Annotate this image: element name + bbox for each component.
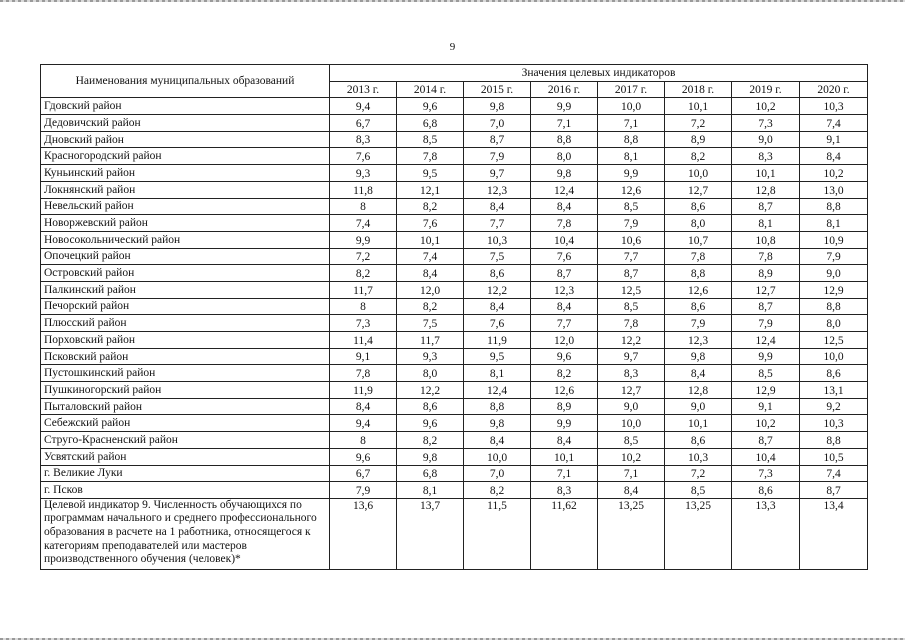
- municipality-name-cell: Гдовский район: [41, 98, 330, 115]
- indicator-value-cell: 7,8: [397, 148, 464, 165]
- indicator-value-cell: 10,1: [665, 98, 732, 115]
- indicator-value-cell: 7,1: [531, 465, 598, 482]
- indicator-value-cell: 12,7: [598, 382, 665, 399]
- municipality-name-cell: Опочецкий район: [41, 248, 330, 265]
- municipality-name-cell: Островский район: [41, 265, 330, 282]
- indicator-value-cell: 13,3: [732, 498, 800, 569]
- municipality-name-cell: Локнянский район: [41, 181, 330, 198]
- indicator-value-cell: 8,5: [397, 131, 464, 148]
- indicator-value-cell: 9,9: [732, 348, 800, 365]
- table-row: [41, 348, 868, 365]
- indicator-value-cell: 13,0: [800, 181, 868, 198]
- indicator-value-cell: 8,7: [800, 482, 868, 499]
- indicator-value-cell: 7,2: [330, 248, 397, 265]
- indicator-value-cell: 12,9: [800, 281, 868, 298]
- indicator-value-cell: 12,9: [732, 382, 800, 399]
- table-row: [41, 448, 868, 465]
- indicator-value-cell: 8,2: [330, 265, 397, 282]
- indicator-value-cell: 7,0: [464, 465, 531, 482]
- indicator-value-cell: 7,4: [397, 248, 464, 265]
- indicator-value-cell: 10,1: [732, 165, 800, 182]
- indicator-value-cell: 7,3: [732, 115, 800, 132]
- indicator-value-cell: 10,8: [732, 231, 800, 248]
- indicator-value-cell: 8,5: [598, 298, 665, 315]
- indicator-value-cell: 8,9: [531, 398, 598, 415]
- indicator-value-cell: 12,6: [665, 281, 732, 298]
- indicator-value-cell: 12,2: [598, 332, 665, 349]
- indicator-value-cell: 10,0: [665, 165, 732, 182]
- indicator-value-cell: 9,8: [665, 348, 732, 365]
- indicator-value-cell: 10,0: [464, 448, 531, 465]
- indicator-value-cell: 10,3: [800, 415, 868, 432]
- indicator-value-cell: 8,2: [464, 482, 531, 499]
- indicator-value-cell: 9,9: [531, 415, 598, 432]
- table-row: [41, 248, 868, 265]
- table-row: [41, 498, 868, 569]
- municipality-name-cell: Пушкиногорский район: [41, 382, 330, 399]
- indicator-value-cell: 10,1: [531, 448, 598, 465]
- indicator-value-cell: 13,25: [665, 498, 732, 569]
- indicator-value-cell: 12,2: [397, 382, 464, 399]
- indicator-value-cell: 8,8: [800, 432, 868, 449]
- indicator-value-cell: 13,4: [800, 498, 868, 569]
- indicator-value-cell: 11,5: [464, 498, 531, 569]
- indicator-value-cell: 9,1: [800, 131, 868, 148]
- indicator-value-cell: 11,8: [330, 181, 397, 198]
- indicator-value-cell: 9,7: [598, 348, 665, 365]
- indicator-value-cell: 12,7: [732, 281, 800, 298]
- indicator-value-cell: 8,3: [531, 482, 598, 499]
- indicator-value-cell: 9,9: [531, 98, 598, 115]
- indicator-value-cell: 8,6: [732, 482, 800, 499]
- indicator-value-cell: 9,3: [397, 348, 464, 365]
- indicator-value-cell: 8,8: [598, 131, 665, 148]
- indicator-value-cell: 12,3: [464, 181, 531, 198]
- municipality-name-cell: Красногородский район: [41, 148, 330, 165]
- indicator-value-cell: 12,3: [665, 332, 732, 349]
- indicator-value-cell: 9,7: [464, 165, 531, 182]
- indicator-value-cell: 12,4: [464, 382, 531, 399]
- indicator-value-cell: 7,1: [598, 115, 665, 132]
- table-row: [41, 482, 868, 499]
- indicator-value-cell: 12,8: [732, 181, 800, 198]
- indicator-value-cell: 8,4: [531, 198, 598, 215]
- indicator-value-cell: 8,6: [800, 365, 868, 382]
- indicator-value-cell: 8,5: [598, 198, 665, 215]
- indicator-value-cell: 10,2: [800, 165, 868, 182]
- table-row: [41, 298, 868, 315]
- indicator-value-cell: 8,2: [531, 365, 598, 382]
- indicator-value-cell: 13,1: [800, 382, 868, 399]
- indicator-value-cell: 9,6: [397, 98, 464, 115]
- indicator-value-cell: 9,0: [732, 131, 800, 148]
- indicator-value-cell: 8,4: [531, 298, 598, 315]
- municipality-name-cell: г. Великие Луки: [41, 465, 330, 482]
- indicator-value-cell: 7,9: [800, 248, 868, 265]
- table-row: [41, 165, 868, 182]
- indicator-value-cell: 9,9: [330, 231, 397, 248]
- indicator-value-cell: 8,3: [330, 131, 397, 148]
- indicator-value-cell: 6,7: [330, 465, 397, 482]
- indicator-value-cell: 12,4: [732, 332, 800, 349]
- indicator-value-cell: 8,2: [397, 298, 464, 315]
- year-header: 2015 г.: [464, 81, 531, 98]
- indicator-value-cell: 9,8: [464, 415, 531, 432]
- table-row: [41, 465, 868, 482]
- municipality-name-cell: Усвятский район: [41, 448, 330, 465]
- indicator-value-cell: 9,4: [330, 98, 397, 115]
- indicator-value-cell: 10,3: [800, 98, 868, 115]
- indicator-value-cell: 12,8: [665, 382, 732, 399]
- indicator-value-cell: 10,4: [732, 448, 800, 465]
- municipality-name-cell: Невельский район: [41, 198, 330, 215]
- indicator-value-cell: 9,5: [397, 165, 464, 182]
- indicator-value-cell: 12,0: [397, 281, 464, 298]
- indicator-value-cell: 7,6: [531, 248, 598, 265]
- indicator-value-cell: 8,1: [397, 482, 464, 499]
- year-header: 2020 г.: [800, 81, 868, 98]
- table-row: [41, 281, 868, 298]
- year-header: 2016 г.: [531, 81, 598, 98]
- page-top-edge: [0, 0, 905, 2]
- indicator-value-cell: 12,2: [464, 281, 531, 298]
- indicator-value-cell: 8,6: [665, 198, 732, 215]
- indicator-value-cell: 8,0: [665, 215, 732, 232]
- indicator-value-cell: 13,6: [330, 498, 397, 569]
- indicator-value-cell: 13,25: [598, 498, 665, 569]
- indicator-value-cell: 8,3: [732, 148, 800, 165]
- indicator-value-cell: 12,4: [531, 181, 598, 198]
- table-row: [41, 382, 868, 399]
- indicator-value-cell: 8,1: [464, 365, 531, 382]
- indicator-value-cell: 7,8: [732, 248, 800, 265]
- indicator-value-cell: 7,2: [665, 465, 732, 482]
- indicator-value-cell: 9,8: [397, 448, 464, 465]
- indicator-value-cell: 9,6: [531, 348, 598, 365]
- indicator-value-cell: 9,0: [598, 398, 665, 415]
- year-header: 2018 г.: [665, 81, 732, 98]
- indicator-value-cell: 8,2: [397, 198, 464, 215]
- indicator-value-cell: 10,3: [464, 231, 531, 248]
- municipality-name-cell: Пыталовский район: [41, 398, 330, 415]
- indicator-value-cell: 10,5: [800, 448, 868, 465]
- indicator-value-cell: 7,7: [598, 248, 665, 265]
- indicator-value-cell: 10,2: [598, 448, 665, 465]
- indicator-values-header: Значения целевых индикаторов: [330, 65, 868, 82]
- table-row: [41, 148, 868, 165]
- indicator-value-cell: 7,6: [397, 215, 464, 232]
- municipality-name-cell: Печорский район: [41, 298, 330, 315]
- indicator-value-cell: 7,8: [330, 365, 397, 382]
- page-number: 9: [449, 41, 456, 53]
- table-row: [41, 181, 868, 198]
- indicator-value-cell: 8,4: [598, 482, 665, 499]
- indicator-value-cell: 7,4: [330, 215, 397, 232]
- table-row: [41, 198, 868, 215]
- indicator-value-cell: 12,5: [800, 332, 868, 349]
- municipality-name-cell: Пустошкинский район: [41, 365, 330, 382]
- indicator-value-cell: 8,6: [665, 298, 732, 315]
- table-row: [41, 98, 868, 115]
- indicator-value-cell: 8: [330, 198, 397, 215]
- indicator-value-cell: 10,6: [598, 231, 665, 248]
- indicator-value-cell: 8,7: [732, 198, 800, 215]
- indicator-value-cell: 7,1: [598, 465, 665, 482]
- indicator-value-cell: 8,4: [464, 298, 531, 315]
- municipality-column-header: Наименования муниципальных образований: [41, 65, 330, 98]
- indicator-value-cell: 8,5: [665, 482, 732, 499]
- indicator-value-cell: 8,4: [665, 365, 732, 382]
- municipality-name-cell: Целевой индикатор 9. Численность обучающихся по программам начального и среднего профессионального образования в расчете на 1 работника, относящегося к категориям преподавателей или мастеров производственного обучения (человек)*: [41, 498, 330, 569]
- indicator-value-cell: 10,7: [665, 231, 732, 248]
- indicator-value-cell: 8,8: [800, 298, 868, 315]
- indicator-value-cell: 9,9: [598, 165, 665, 182]
- indicator-value-cell: 7,6: [330, 148, 397, 165]
- indicator-value-cell: 7,9: [330, 482, 397, 499]
- indicator-value-cell: 8,1: [598, 148, 665, 165]
- indicator-value-cell: 8,8: [665, 265, 732, 282]
- indicator-value-cell: 7,9: [598, 215, 665, 232]
- table-row: [41, 398, 868, 415]
- indicator-value-cell: 7,0: [464, 115, 531, 132]
- indicator-value-cell: 10,0: [800, 348, 868, 365]
- indicator-value-cell: 7,3: [330, 315, 397, 332]
- indicator-value-cell: 12,5: [598, 281, 665, 298]
- year-header: 2019 г.: [732, 81, 800, 98]
- municipality-name-cell: Дновский район: [41, 131, 330, 148]
- indicator-value-cell: 8,7: [732, 298, 800, 315]
- indicator-value-cell: 8,5: [598, 432, 665, 449]
- indicator-value-cell: 10,1: [665, 415, 732, 432]
- indicator-value-cell: 10,2: [732, 98, 800, 115]
- indicator-table: [40, 64, 868, 570]
- indicator-value-cell: 8: [330, 298, 397, 315]
- indicator-value-cell: 8,2: [397, 432, 464, 449]
- indicator-value-cell: 7,3: [732, 465, 800, 482]
- indicator-value-cell: 8,7: [531, 265, 598, 282]
- indicator-value-cell: 11,4: [330, 332, 397, 349]
- indicator-value-cell: 7,8: [598, 315, 665, 332]
- table-row: [41, 332, 868, 349]
- indicator-value-cell: 7,8: [665, 248, 732, 265]
- indicator-value-cell: 8,4: [531, 432, 598, 449]
- indicator-value-cell: 8,8: [464, 398, 531, 415]
- indicator-value-cell: 11,7: [330, 281, 397, 298]
- table-body: [41, 98, 868, 569]
- indicator-value-cell: 9,3: [330, 165, 397, 182]
- indicator-value-cell: 10,4: [531, 231, 598, 248]
- indicator-value-cell: 8,6: [397, 398, 464, 415]
- indicator-value-cell: 11,9: [464, 332, 531, 349]
- table-row: [41, 315, 868, 332]
- table-row: [41, 131, 868, 148]
- indicator-value-cell: 7,8: [531, 215, 598, 232]
- indicator-value-cell: 8,0: [531, 148, 598, 165]
- indicator-value-cell: 11,62: [531, 498, 598, 569]
- indicator-value-cell: 9,8: [531, 165, 598, 182]
- municipality-name-cell: г. Псков: [41, 482, 330, 499]
- indicator-value-cell: 7,1: [531, 115, 598, 132]
- indicator-value-cell: 8,2: [665, 148, 732, 165]
- table-row: [41, 415, 868, 432]
- indicator-value-cell: 8,4: [464, 198, 531, 215]
- indicator-value-cell: 12,6: [531, 382, 598, 399]
- indicator-value-cell: 8,4: [800, 148, 868, 165]
- table-row: [41, 432, 868, 449]
- year-header: 2014 г.: [397, 81, 464, 98]
- indicator-value-cell: 8,7: [598, 265, 665, 282]
- municipality-name-cell: Струго-Красненский район: [41, 432, 330, 449]
- indicator-value-cell: 8,8: [800, 198, 868, 215]
- municipality-name-cell: Куньинский район: [41, 165, 330, 182]
- indicator-value-cell: 8,9: [665, 131, 732, 148]
- indicator-value-cell: 10,1: [397, 231, 464, 248]
- indicator-value-cell: 11,9: [330, 382, 397, 399]
- indicator-value-cell: 9,5: [464, 348, 531, 365]
- indicator-value-cell: 8,1: [800, 215, 868, 232]
- indicator-value-cell: 7,2: [665, 115, 732, 132]
- indicator-value-cell: 8,5: [732, 365, 800, 382]
- indicator-value-cell: 10,0: [598, 415, 665, 432]
- indicator-value-cell: 7,9: [665, 315, 732, 332]
- table-row: [41, 115, 868, 132]
- indicator-value-cell: 7,5: [464, 248, 531, 265]
- indicator-value-cell: 7,7: [531, 315, 598, 332]
- year-header: 2013 г.: [330, 81, 397, 98]
- indicator-value-cell: 10,9: [800, 231, 868, 248]
- indicator-value-cell: 9,2: [800, 398, 868, 415]
- indicator-value-cell: 9,4: [330, 415, 397, 432]
- indicator-value-cell: 8,0: [397, 365, 464, 382]
- indicator-value-cell: 9,0: [800, 265, 868, 282]
- indicator-value-cell: 7,9: [732, 315, 800, 332]
- indicator-value-cell: 9,1: [732, 398, 800, 415]
- table-row: [41, 265, 868, 282]
- indicator-value-cell: 8,8: [531, 131, 598, 148]
- table-row: [41, 365, 868, 382]
- indicator-value-cell: 8,7: [464, 131, 531, 148]
- municipality-name-cell: Дедовичский район: [41, 115, 330, 132]
- indicator-value-cell: 8,4: [330, 398, 397, 415]
- indicator-value-cell: 6,8: [397, 115, 464, 132]
- municipality-name-cell: Новоржевский район: [41, 215, 330, 232]
- indicator-value-cell: 11,7: [397, 332, 464, 349]
- indicator-value-cell: 7,7: [464, 215, 531, 232]
- year-header: 2017 г.: [598, 81, 665, 98]
- indicator-value-cell: 12,7: [665, 181, 732, 198]
- indicator-value-cell: 8,7: [732, 432, 800, 449]
- indicator-value-cell: 9,1: [330, 348, 397, 365]
- indicator-value-cell: 7,4: [800, 115, 868, 132]
- indicator-value-cell: 8,0: [800, 315, 868, 332]
- municipality-name-cell: Плюсский район: [41, 315, 330, 332]
- municipality-name-cell: Новосокольнический район: [41, 231, 330, 248]
- indicator-value-cell: 7,6: [464, 315, 531, 332]
- indicator-value-cell: 8,6: [665, 432, 732, 449]
- indicator-value-cell: 7,5: [397, 315, 464, 332]
- indicator-value-cell: 13,7: [397, 498, 464, 569]
- indicator-value-cell: 9,8: [464, 98, 531, 115]
- indicator-value-cell: 6,7: [330, 115, 397, 132]
- indicator-value-cell: 7,9: [464, 148, 531, 165]
- indicator-value-cell: 9,6: [330, 448, 397, 465]
- indicator-value-cell: 8,4: [464, 432, 531, 449]
- indicator-value-cell: 12,3: [531, 281, 598, 298]
- indicator-value-cell: 10,3: [665, 448, 732, 465]
- indicator-value-cell: 8,4: [397, 265, 464, 282]
- indicator-value-cell: 10,0: [598, 98, 665, 115]
- municipality-name-cell: Палкинский район: [41, 281, 330, 298]
- indicator-value-cell: 10,2: [732, 415, 800, 432]
- table-row: [41, 215, 868, 232]
- indicator-value-cell: 8,3: [598, 365, 665, 382]
- indicator-value-cell: 8,6: [464, 265, 531, 282]
- indicator-value-cell: 12,6: [598, 181, 665, 198]
- municipality-name-cell: Порховский район: [41, 332, 330, 349]
- indicator-value-cell: 8,9: [732, 265, 800, 282]
- table-row: [41, 231, 868, 248]
- indicator-value-cell: 6,8: [397, 465, 464, 482]
- indicator-value-cell: 9,0: [665, 398, 732, 415]
- indicator-value-cell: 8,1: [732, 215, 800, 232]
- header-row-group: [41, 65, 868, 82]
- indicator-value-cell: 9,6: [397, 415, 464, 432]
- indicator-value-cell: 12,1: [397, 181, 464, 198]
- municipality-name-cell: Себежский район: [41, 415, 330, 432]
- municipality-name-cell: Псковский район: [41, 348, 330, 365]
- indicator-value-cell: 7,4: [800, 465, 868, 482]
- indicator-value-cell: 12,0: [531, 332, 598, 349]
- indicator-value-cell: 8: [330, 432, 397, 449]
